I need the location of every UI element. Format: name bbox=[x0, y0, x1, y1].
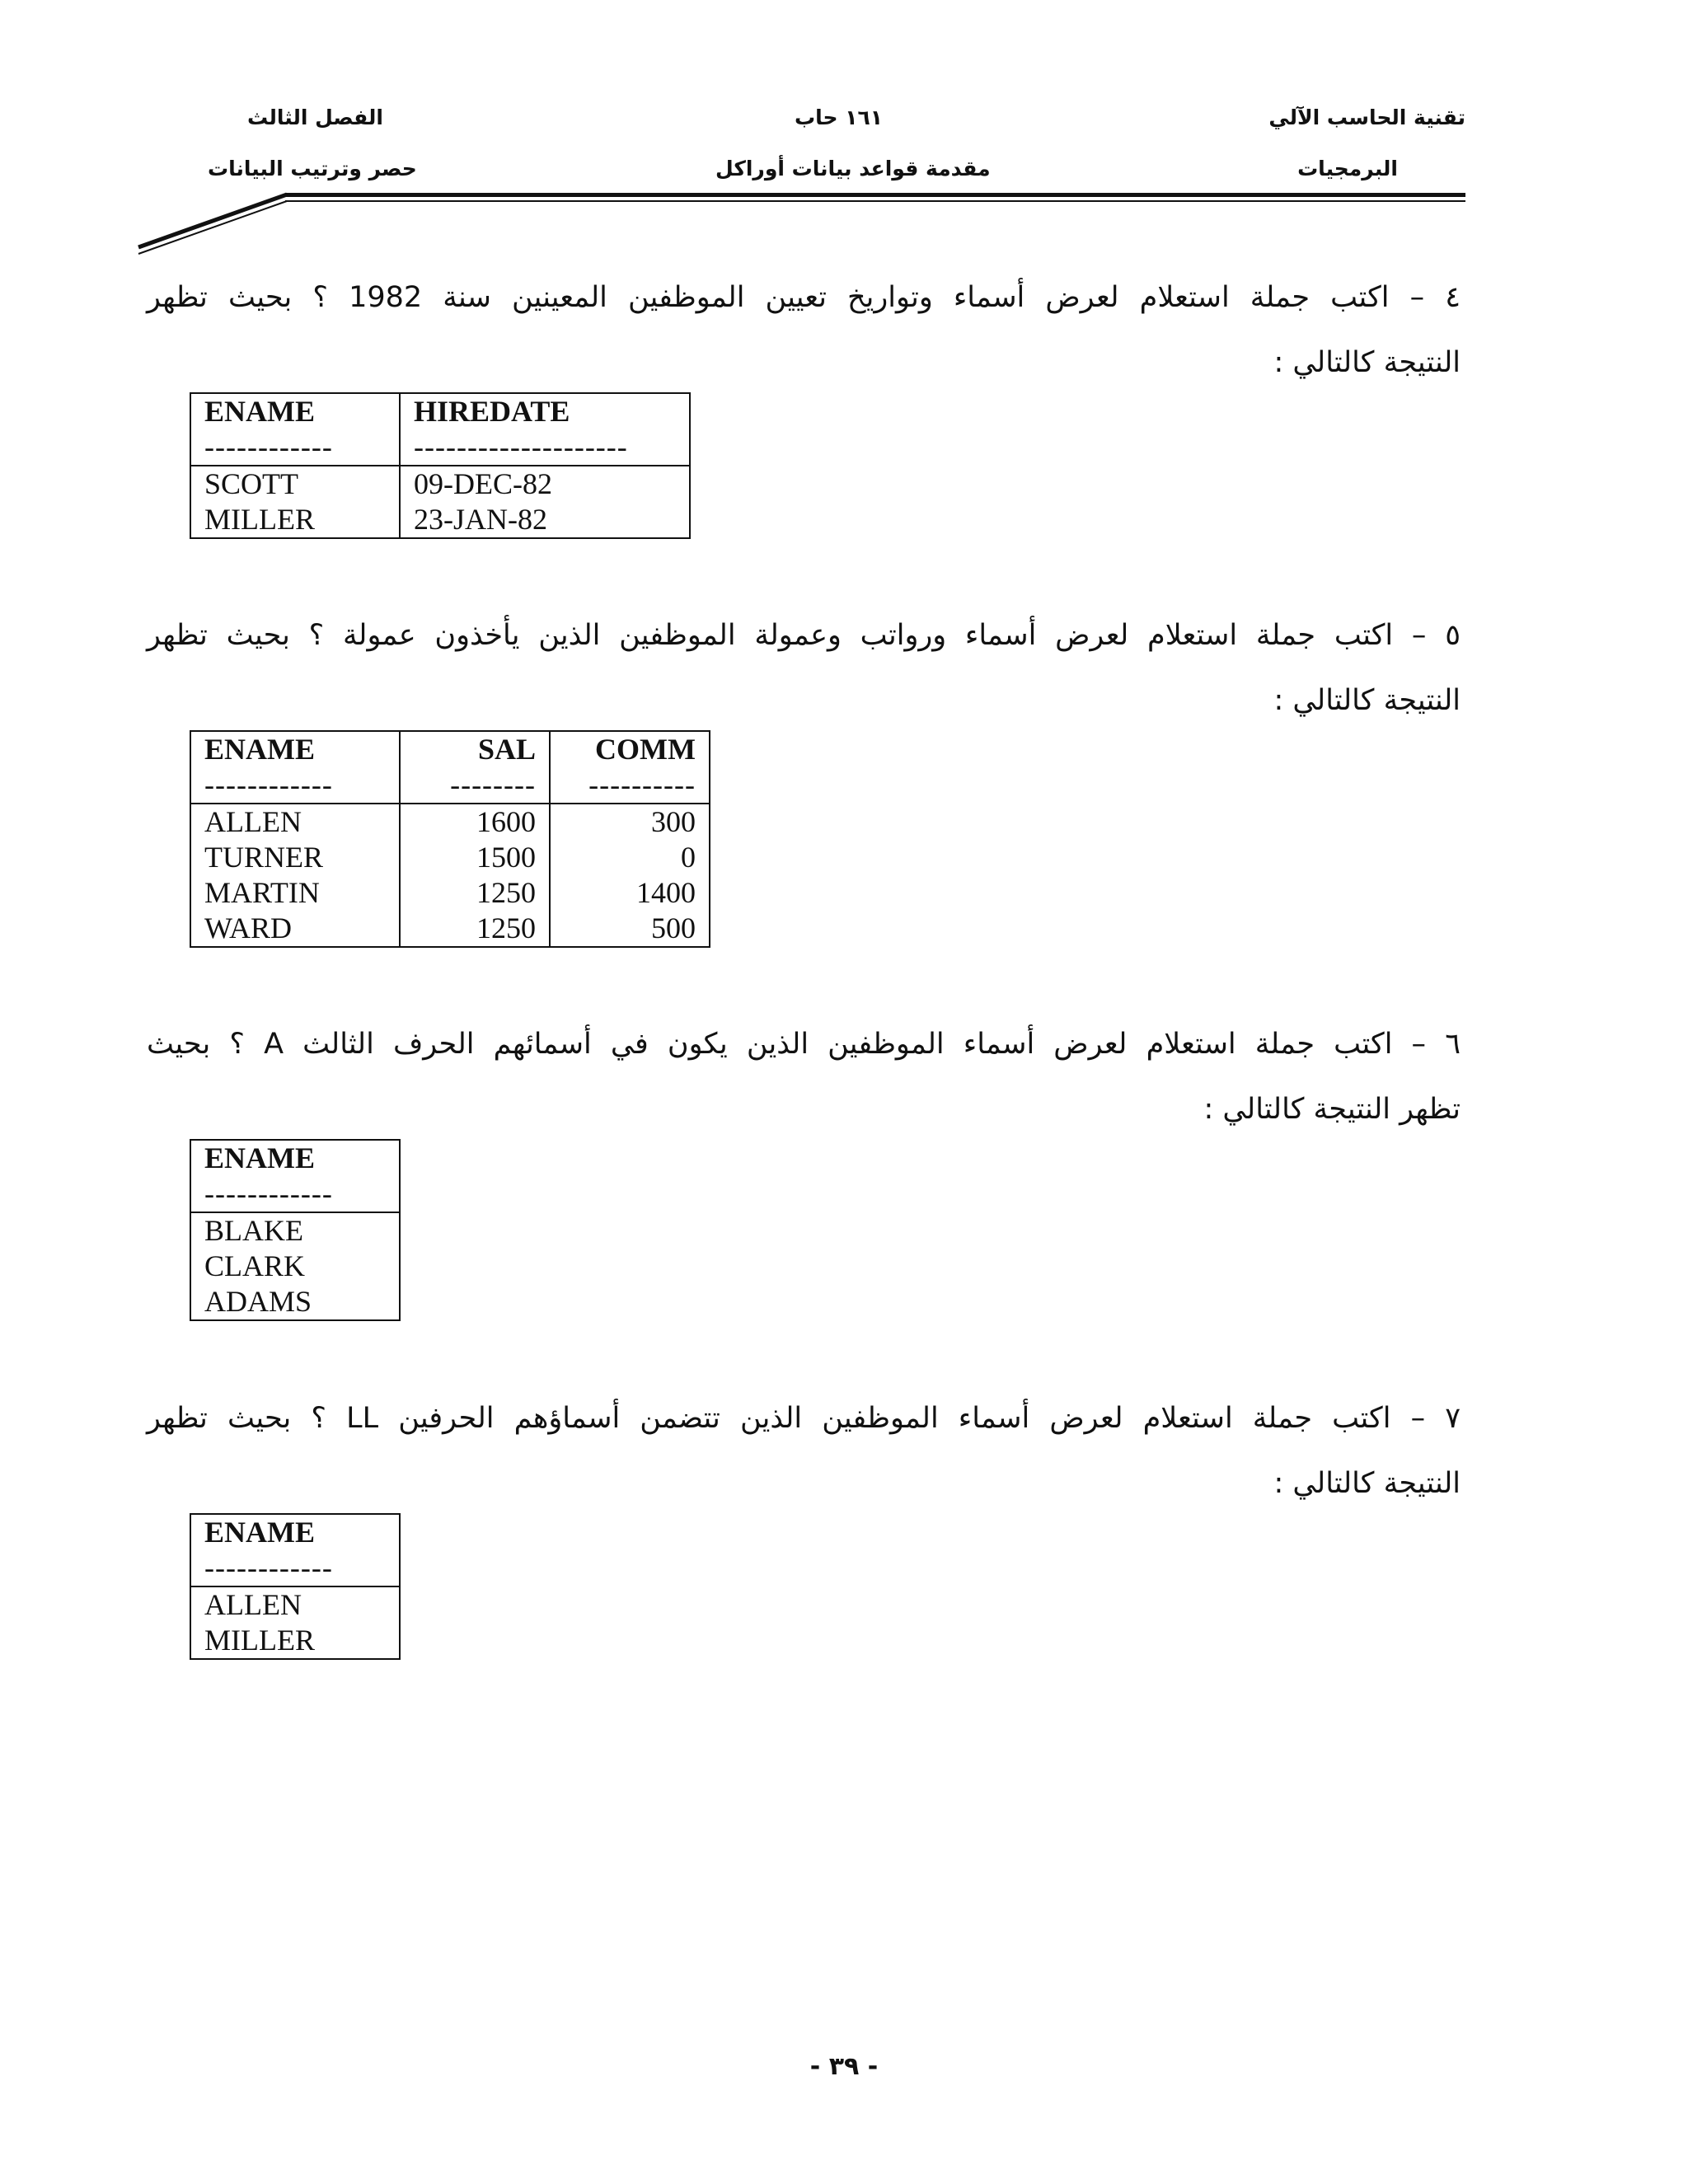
question-5-line-2: النتيجة كالتالي : bbox=[1273, 684, 1461, 717]
table-cell: 0 bbox=[681, 841, 696, 874]
question-7-line-2: النتيجة كالتالي : bbox=[1273, 1467, 1461, 1500]
result-table-5 bbox=[190, 730, 710, 948]
question-6 bbox=[147, 1012, 1461, 1142]
header-course-code: ١٦١ حاب bbox=[795, 105, 884, 129]
table-dashes: ------------ bbox=[204, 1177, 333, 1210]
table-cell: 1400 bbox=[636, 876, 696, 909]
header-rule-thin bbox=[285, 200, 1465, 202]
table-cell: ALLEN bbox=[204, 1588, 302, 1621]
question-4-line-1: ٤ – اكتب جملة استعلام لعرض أسماء وتواريخ تعيين الموظفين المعينين سنة 1982 ؟ بحيث تظهر bbox=[147, 281, 1461, 314]
question-6-line-1: ٦ – اكتب جملة استعلام لعرض أسماء الموظفين الذين يكون في أسمائهم الحرف الثالث A ؟ بحيث bbox=[147, 1028, 1461, 1061]
table-cell: TURNER bbox=[204, 841, 323, 874]
table-cell: MILLER bbox=[204, 503, 315, 536]
table-cell: 1500 bbox=[476, 841, 536, 874]
page-number: - ٣٩ - bbox=[809, 2052, 879, 2081]
table-dashes: -------------------- bbox=[414, 430, 628, 463]
table-cell: ALLEN bbox=[204, 805, 302, 838]
result-table-4 bbox=[190, 392, 691, 539]
result-table-6 bbox=[190, 1139, 401, 1321]
table-cell: 300 bbox=[651, 805, 696, 838]
table-cell: 1250 bbox=[476, 912, 536, 944]
table-header: HIREDATE bbox=[414, 395, 570, 428]
table-cell: 23-JAN-82 bbox=[414, 503, 547, 536]
question-4-line-2: النتيجة كالتالي : bbox=[1273, 346, 1461, 379]
table-header: ENAME bbox=[204, 1516, 315, 1549]
table-dashes: -------- bbox=[450, 768, 536, 801]
table-dashes: ------------ bbox=[204, 1551, 333, 1584]
table-header: COMM bbox=[595, 733, 696, 766]
table-header: ENAME bbox=[204, 1141, 315, 1174]
table-dashes: ------------ bbox=[204, 768, 333, 801]
question-7-line-1: ٧ – اكتب جملة استعلام لعرض أسماء الموظفين الذين تتضمن أسماؤهم الحرفين LL ؟ بحيث تظهر bbox=[147, 1402, 1461, 1435]
question-5 bbox=[147, 603, 1461, 733]
table-dashes: ------------ bbox=[204, 430, 333, 463]
table-cell: WARD bbox=[204, 912, 292, 944]
header-specialty: البرمجيات bbox=[1297, 157, 1398, 180]
table-cell: BLAKE bbox=[204, 1214, 303, 1247]
header-chapter: الفصل الثالث bbox=[247, 105, 384, 129]
table-dashes: ---------- bbox=[588, 768, 696, 801]
header-chapter-title: حصر وترتيب البيانات bbox=[208, 157, 417, 180]
table-cell: MILLER bbox=[204, 1624, 315, 1657]
table-cell: SCOTT bbox=[204, 467, 299, 500]
table-cell: ADAMS bbox=[204, 1285, 312, 1318]
table-cell: 500 bbox=[651, 912, 696, 944]
table-cell: MARTIN bbox=[204, 876, 320, 909]
table-header: SAL bbox=[477, 733, 536, 766]
table-cell: 09-DEC-82 bbox=[414, 467, 552, 500]
table-header: ENAME bbox=[204, 733, 315, 766]
table-cell: 1600 bbox=[476, 805, 536, 838]
question-6-line-2: تظهر النتيجة كالتالي : bbox=[1203, 1093, 1461, 1126]
header-course-title: مقدمة قواعد بيانات أوراكل bbox=[715, 157, 991, 180]
question-5-line-1: ٥ – اكتب جملة استعلام لعرض أسماء ورواتب وعمولة الموظفين الذين يأخذون عمولة ؟ بحيث تظهر bbox=[147, 619, 1461, 652]
table-header: ENAME bbox=[204, 395, 315, 428]
result-table-7 bbox=[190, 1513, 401, 1660]
header-rule-thick bbox=[285, 193, 1465, 197]
question-4 bbox=[147, 265, 1461, 396]
table-cell: 1250 bbox=[476, 876, 536, 909]
question-7 bbox=[147, 1386, 1461, 1516]
table-cell: CLARK bbox=[204, 1249, 306, 1282]
header-rule-slant bbox=[132, 190, 297, 255]
header-dept: تقنية الحاسب الآلي bbox=[1268, 105, 1465, 129]
